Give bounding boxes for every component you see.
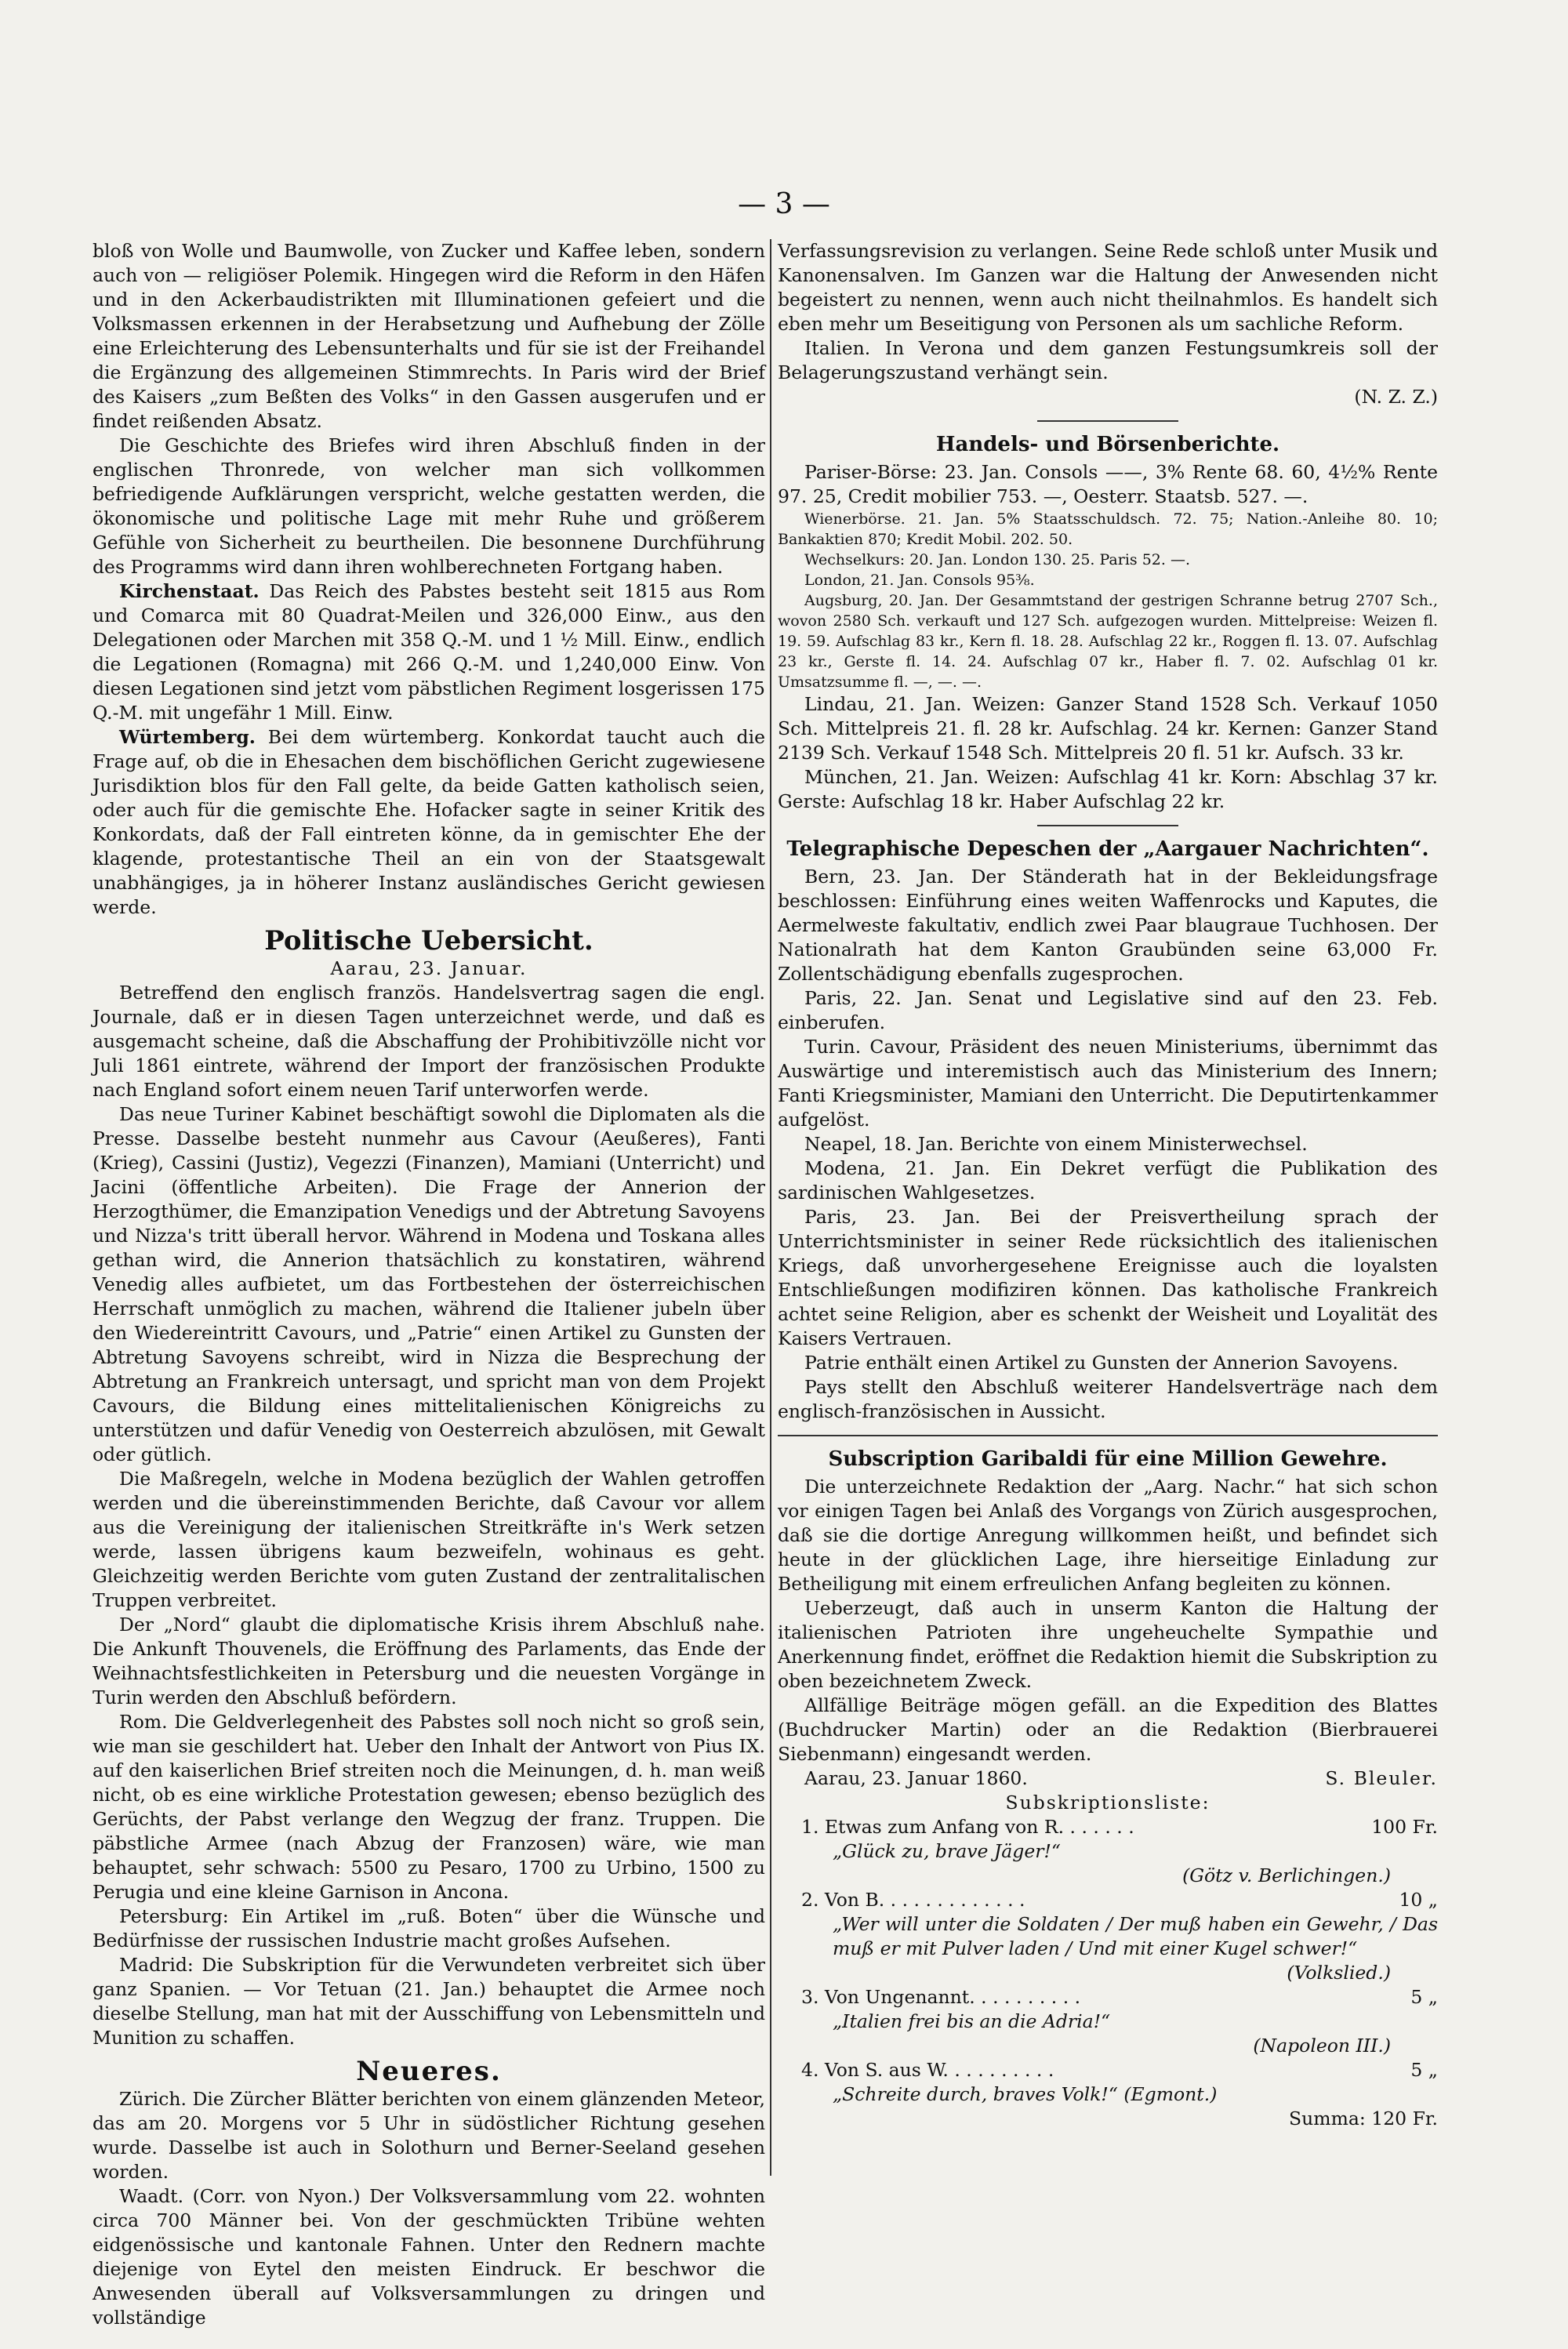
paragraph: Petersburg: Ein Artikel im „ruß. Boten“ über die Wünsche und Bedürfnisse der russischen Industrie macht großes Aufsehen. xyxy=(93,1905,765,1951)
list-item xyxy=(778,1815,1438,1839)
page-number: — 3 — xyxy=(738,188,830,220)
quote-attribution: (Götz v. Berlichingen.) xyxy=(1182,1864,1391,1886)
divider xyxy=(778,1435,1438,1436)
market-report: Augsburg, 20. Jan. Der Gesammtstand der gestrigen Schranne betrug 2707 Sch., wovon 2580 Sch. verkauft und 127 Sch. aufgezogen wurden. Mittelpreise: Weizen fl. 19. 59. Aufschlag 83 kr., Kern fl. 18. 28. Aufschlag 22 kr., Roggen fl. 13. 07. Aufschlag 23 kr., Gerste fl. 14. 24. Aufschlag 07 kr., Haber fl. 7. 02. Aufschlag 01 kr. Umsatzsumme fl. —, —. —. xyxy=(778,592,1438,691)
paragraph-text: Bei dem würtemberg. Konkordat taucht auch die Frage auf, ob die in Ehesachen dem bischöflichen Gericht zugewiesene Jurisdiktion blos für den Fall gelte, da beide Gatten katholisch seien, oder auch für die gemischte Ehe. Hofacker sagte in seiner Kritik des Konkordats, daß der Fall eintreten könne, da in gemischter Ehe der klagende, protestantische Theil an ein von der Staatsgewalt unabhängiges, ja in höherer Instanz ausländisches Gericht gewiesen werde. xyxy=(93,726,765,918)
paragraph: bloß von Wolle und Baumwolle, von Zucker und Kaffee leben, sondern auch von — religiöser Polemik. Hingegen wird die Reform in den Häfen und in den Ackerbaudistrikten mit Illuminationen gefeiert und die Volksmassen erkennen in der Herabsetzung und Aufhebung der Zölle eine Erleichterung des Lebensunterhalts und für sie ist der Freihandel die Ergänzung des allgemeinen Stimmrechts. In Paris wird der Brief des Kaisers „zum Beßten des Volks“ in den Gassen ausgerufen und er findet reißenden Absatz. xyxy=(93,240,765,432)
telegram: Turin. Cavour, Präsident des neuen Ministeriums, übernimmt das Auswärtige und interemistisch auch das Ministerium des Innern; Fanti Kriegsminister, Mamiani den Unterricht. Die Deputirtenkammer aufgelöst. xyxy=(778,1036,1438,1131)
list-amount: 5 „ xyxy=(1410,2059,1438,2081)
paragraph: Das neue Turiner Kabinet beschäftigt sowohl die Diplomaten als die Presse. Dasselbe besteht nunmehr aus Cavour (Aeußeres), Fanti (Krieg), Cassini (Justiz), Vegezzi (Finanzen), Mamiani (Unterricht) und Jacini (öffentliche Arbeiten). Die Frage der Annerion der Herzogthümer, die Emanzipation Venedigs und der Abtretung Savoyens und Nizza's tritt überall hervor. Während in Modena und Toskana alles gethan wird, die Annerion thatsächlich zu konstatiren, während Venedig alles aufbietet, um das Fortbestehen der österreichischen Herrschaft unmöglich zu machen, während die Italiener jubeln über den Wiedereintritt Cavours, und „Patrie“ einen Artikel zu Gunsten der Abtretung Savoyens schreibt, wird in Nizza die Besprechung der Abtretung an Frankreich untersagt, und spricht man von dem Projekt Cavours, die Bildung eines mittelitalienischen Königreichs zu unterstützen und dafür Venedig von Oesterreich abzulösen, mit Gewalt oder gütlich. xyxy=(93,1103,765,1465)
quote-attribution: (Napoleon III.) xyxy=(1253,2035,1391,2057)
paragraph: Der „Nord“ glaubt die diplomatische Krisis ihrem Abschluß nahe. Die Ankunft Thouvenels, die Eröffnung des Parlaments, das Ende der Weihnachtsfestlichkeiten in Petersburg und die neuesten Vorgänge in Turin werden den Abschluß befördern. xyxy=(93,1614,765,1708)
telegram: Patrie enthält einen Artikel zu Gunsten der Annerion Savoyens. xyxy=(804,1352,1399,1374)
list-amount: 10 „ xyxy=(1399,1889,1438,1911)
paragraph: Betreffend den englisch französ. Handelsvertrag sagen die engl. Journale, daß er in diesen Tagen unterzeichnet werde, und daß es ausgemacht scheine, daß die Abschaffung der Prohibitivzölle nicht vor Juli 1861 eintrete, während der Import der französischen Produkte nach England sofort einem neuen Tarif unterworfen werde. xyxy=(93,982,765,1101)
paragraph: Die Maßregeln, welche in Modena bezüglich der Wahlen getroffen werden und die übereinstimmenden Berichte, daß Cavour vor allem aus die Vereinigung der italienischen Streitkräfte in's Werk setzen werde, lassen übrigens kaum bezweifeln, wohinaus es geht. Gleichzeitig werden Berichte vom guten Zustand der zentralitalischen Truppen verbreitet. xyxy=(93,1468,765,1611)
list-title: Subskriptionsliste: xyxy=(1005,1792,1210,1813)
section-title: Handels- und Börsenberichte. xyxy=(935,433,1280,456)
market-report: Wienerbörse. 21. Jan. 5% Staatsschuldsch. 72. 75; Nation.-Anleihe 80. 10; Bankaktien 870; Kredit Mobil. 202. 50. xyxy=(778,510,1438,548)
list-label: 2. Von B. . . . . . . . . . . . . xyxy=(801,1889,1025,1911)
paragraph: Ueberzeugt, daß auch in unserm Kanton die Haltung der italienischen Patrioten ihre ungeheuchelte Sympathie und Anerkennung findet, eröffnet die Redaktion hiemit die Subskription zu oben bezeichnetem Zweck. xyxy=(778,1597,1438,1692)
total-sum: Summa: 120 Fr. xyxy=(1289,2108,1438,2129)
signature-line xyxy=(778,1766,1438,1791)
quote: „Wer will unter die Soldaten / Der muß haben ein Gewehr, / Das muß er mit Pulver laden / Und mit einer Kugel schwer!“ xyxy=(833,1913,1438,1959)
divider xyxy=(1037,420,1178,422)
divider xyxy=(1037,825,1178,826)
paragraph: Waadt. (Corr. von Nyon.) Der Volksversammlung vom 22. wohnten circa 700 Männer bei. Von der geschmückten Tribüne wehten eidgenössische und kantonale Fahnen. Unter den Rednern machte diejenige von Eytel den meisten Eindruck. Er beschwor die Anwesenden überall auf Volksversammlungen zu dringen und vollständige xyxy=(93,2185,765,2329)
market-report: Pariser-Börse: 23. Jan. Consols ——, 3% Rente 68. 60, 4½% Rente 97. 25, Credit mobilier 753. —, Oesterr. Staatsb. 527. —. xyxy=(778,461,1438,507)
wuertemberg-section xyxy=(93,725,765,920)
paragraph: Madrid: Die Subskription für die Verwundeten verbreitet sich über ganz Spanien. — Vor Tetuan (21. Jan.) behauptet die Armee noch dieselbe Stellung, man hat mit der Ausschiffung von Lebensmitteln und Munition zu schaffen. xyxy=(93,1954,765,2049)
list-label: 3. Von Ungenannt. . . . . . . . . . xyxy=(801,1986,1081,2008)
market-report: München, 21. Jan. Weizen: Aufschlag 41 kr. Korn: Abschlag 37 kr. Gerste: Aufschlag 18 kr. Haber Aufschlag 22 kr. xyxy=(778,766,1438,812)
paragraph-text: Das Reich des Pabstes besteht seit 1815 aus Rom und Comarca mit 80 Quadrat-Meilen und 326,000 Einw., aus den Delegationen oder Marchen mit 358 Q.-M. und 1 ½ Mill. Einw., endlich die Legationen (Romagna) mit 266 Q.-M. und 1,240,000 Einw. Von diesen Legationen sind jetzt vom päbstlichen Regiment losgerissen 175 Q.-M. mit ungefähr 1 Mill. Einw. xyxy=(93,580,765,724)
paragraph: Zürich. Die Zürcher Blätter berichten von einem glänzenden Meteor, das am 20. Morgens vor 5 Uhr in südöstlicher Richtung gesehen wurde. Dasselbe ist auch in Solothurn und Berner-Seeland gesehen worden. xyxy=(93,2088,765,2183)
source-signature: (N. Z. Z.) xyxy=(1354,386,1438,408)
paragraph: Italien. In Verona und dem ganzen Festungsumkreis soll der Belagerungszustand verhängt sein. xyxy=(778,337,1438,383)
list-amount: 100 Fr. xyxy=(1371,1816,1438,1838)
market-report: Lindau, 21. Jan. Weizen: Ganzer Stand 1528 Sch. Verkauf 1050 Sch. Mittelpreis 21. fl. 28 kr. Aufschlag. 24 kr. Kernen: Ganzer Stand 2139 Sch. Verkauf 1548 Sch. Mittelpreis 20 fl. 51 kr. Aufsch. 33 kr. xyxy=(778,693,1438,764)
left-column xyxy=(93,239,765,2330)
section-title: Politische Uebersicht. xyxy=(264,925,593,957)
section-heading: Würtemberg. xyxy=(119,726,256,748)
dateline: Aarau, 23. Januar. xyxy=(330,957,528,979)
column-divider xyxy=(770,239,771,2176)
quote-text: „Schreite durch, braves Volk!“ xyxy=(833,2083,1118,2105)
list-item xyxy=(778,1888,1438,1912)
market-report: London, 21. Jan. Consols 95⅜. xyxy=(804,572,1035,589)
list-label: 1. Etwas zum Anfang von R. . . . . . . xyxy=(801,1816,1134,1838)
section-title: Telegraphische Depeschen der „Aargauer Nachrichten“. xyxy=(786,837,1429,861)
telegram: Pays stellt den Abschluß weiterer Handelsverträge nach dem englisch-französischen in Aussicht. xyxy=(778,1376,1438,1422)
section-title: Neueres. xyxy=(356,2056,502,2087)
telegram: Paris, 22. Jan. Senat und Legislative sind auf den 23. Feb. einberufen. xyxy=(778,987,1438,1033)
market-report: Wechselkurs: 20. Jan. London 130. 25. Paris 52. —. xyxy=(804,551,1190,568)
telegram: Bern, 23. Jan. Der Ständerath hat in der Bekleidungsfrage beschlossen: Einführung eines weiten Waffenrocks und Kaputes, die Aermelweste fakultativ, endlich zwei Paar blaugraue Tuchhosen. Der Nationalrath hat dem Kanton Graubünden seine 63,000 Fr. Zollentschädigung ebenfalls zugesprochen. xyxy=(778,866,1438,985)
quote: „Glück zu, brave Jäger!“ xyxy=(833,1840,1061,1862)
signature: S. Bleuler. xyxy=(1325,1767,1438,1789)
quote-attribution: (Volkslied.) xyxy=(1287,1962,1391,1984)
subscription-list xyxy=(778,1791,1438,2131)
paragraph: Die Geschichte des Briefes wird ihren Abschluß finden in der englischen Thronrede, von welcher man sich vollkommen befriedigende Aufklärungen verspricht, welche gestatten werden, die ökonomische und politische Lage mit mehr Ruhe und größerem Gefühle von Sicherheit zu beurtheilen. Die besonnene Durchführung des Programms wird dann ihren wohlberechneten Fortgang haben. xyxy=(93,434,765,578)
list-item xyxy=(778,2058,1438,2082)
paragraph: Verfassungsrevision zu verlangen. Seine Rede schloß unter Musik und Kanonensalven. Im Ganzen war die Haltung der Anwesenden nicht begeistert zu nennen, wenn auch nicht theilnahmlos. Es handelt sich eben mehr um Beseitigung von Personen als um sachliche Reform. xyxy=(778,240,1438,335)
telegram: Neapel, 18. Jan. Berichte von einem Ministerwechsel. xyxy=(804,1133,1308,1155)
paragraph: Rom. Die Geldverlegenheit des Pabstes soll noch nicht so groß sein, wie man sie geschildert hat. Ueber den Inhalt der Antwort von Pius IX. auf den kaiserlichen Brief streiten noch die Meinungen, d. h. man weiß nicht, ob es eine wirkliche Protestation gewesen; ebenso bezüglich des Gerüchts, der Pabst verlange den Wegzug der franz. Truppen. Die päbstliche Armee (nach Abzug der Franzosen) wäre, wie man behauptet, sehr schwach: 5500 zu Pesaro, 1700 zu Urbino, 1500 zu Perugia und eine kleine Garnison in Ancona. xyxy=(93,1711,765,1903)
paragraph: Allfällige Beiträge mögen gefäll. an die Expedition des Blattes (Buchdrucker Martin) oder an die Redaktion (Bierbrauerei Siebenmann) eingesandt werden. xyxy=(778,1694,1438,1765)
section-heading: Kirchenstaat. xyxy=(119,580,260,602)
date: Aarau, 23. Januar 1860. xyxy=(804,1767,1028,1789)
telegram: Paris, 23. Jan. Bei der Preisvertheilung sprach der Unterrichtsminister in seiner Rede rücksichtlich des italienischen Kriegs, daß unvorhergesehene Ereignisse auch die loyalsten Entschließungen modifiziren können. Das katholische Frankreich achtet seine Religion, aber es schenkt der Weisheit und Loyalität des Kaisers Vertrauen. xyxy=(778,1206,1438,1349)
paragraph: Die unterzeichnete Redaktion der „Aarg. Nachr.“ hat sich schon vor einigen Tagen bei Anlaß des Vorgangs von Zürich ausgesprochen, daß sie die dortige Anregung willkommen heißt, und befindet sich heute in der glücklichen Lage, ihre hierseitige Einladung zur Betheiligung mit einem erfreulichen Anfang begleiten zu können. xyxy=(778,1476,1438,1595)
telegram: Modena, 21. Jan. Ein Dekret verfügt die Publikation des sardinischen Wahlgesetzes. xyxy=(778,1157,1438,1204)
quote xyxy=(778,2082,1438,2107)
list-item xyxy=(778,1985,1438,2010)
list-amount: 5 „ xyxy=(1410,1986,1438,2008)
section-title: Subscription Garibaldi für eine Million Gewehre. xyxy=(828,1447,1388,1471)
kirchenstaat-section xyxy=(93,579,765,725)
list-label: 4. Von S. aus W. . . . . . . . . . xyxy=(801,2059,1054,2081)
quote-attribution: (Egmont.) xyxy=(1123,2083,1218,2105)
right-column xyxy=(778,239,1438,2131)
quote: „Italien frei bis an die Adria!“ xyxy=(833,2010,1111,2032)
